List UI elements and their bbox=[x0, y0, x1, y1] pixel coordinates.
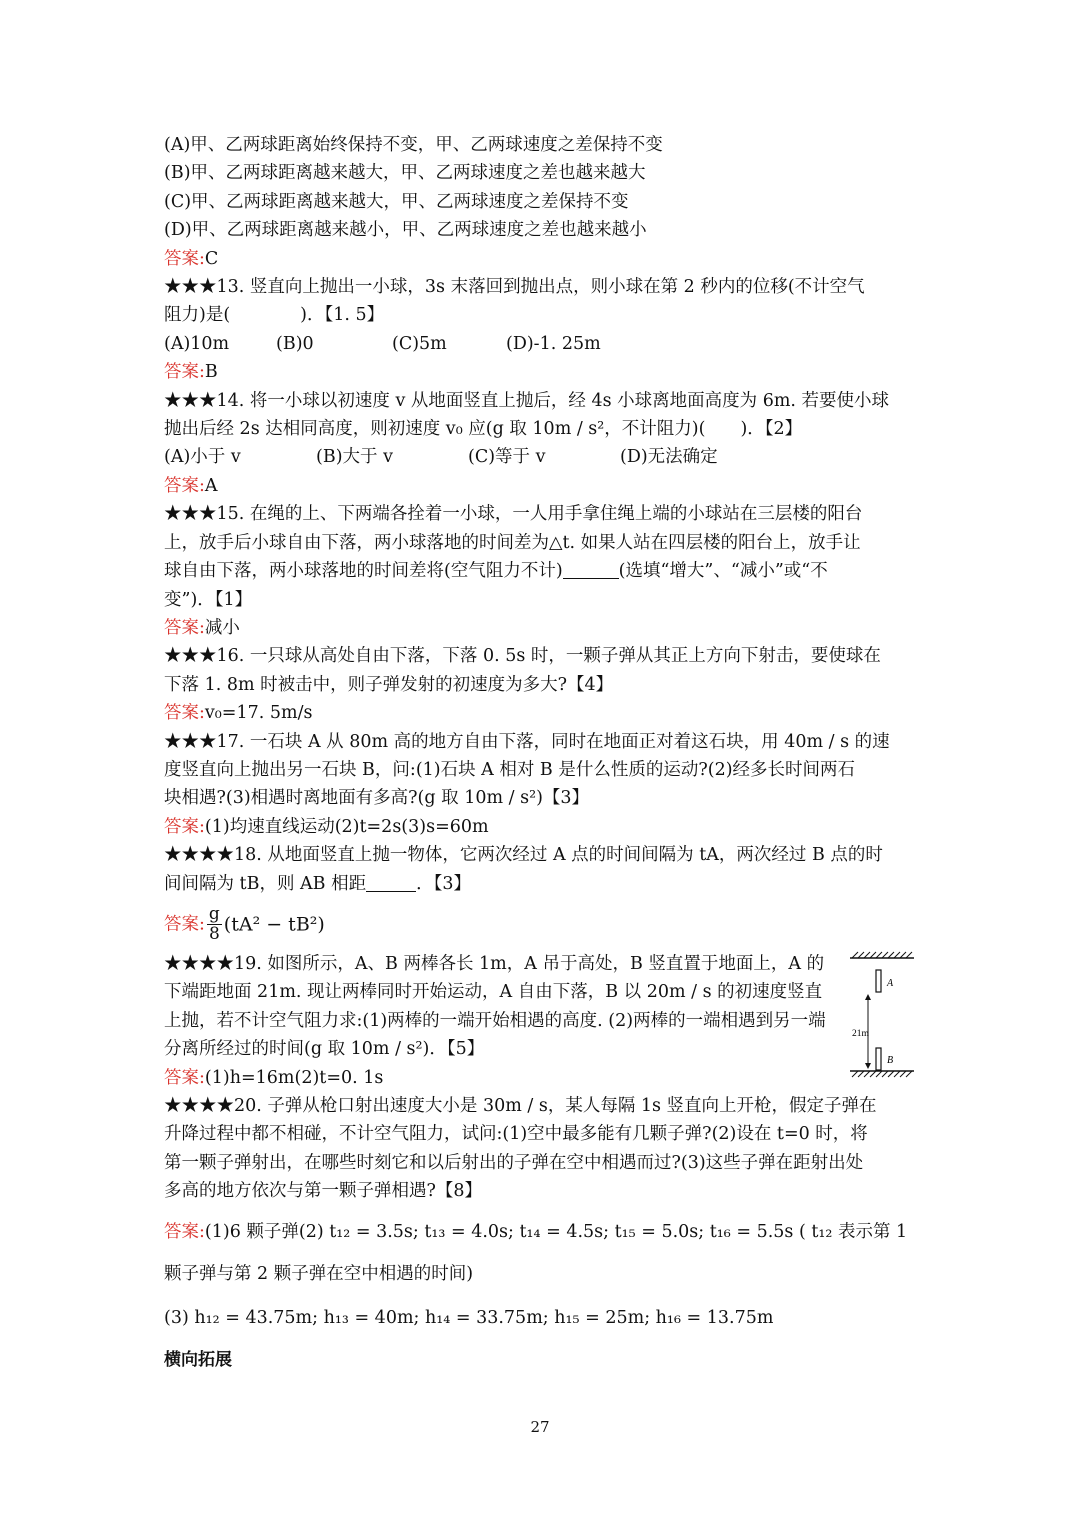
answer-label: 答案: bbox=[164, 1067, 205, 1088]
q19-answer bbox=[164, 1064, 924, 1092]
q12-option-b: (B)甲、乙两球距离越来越大，甲、乙两球速度之差也越来越大 bbox=[164, 163, 646, 184]
q15-text-4: 变”)．【1】 bbox=[164, 589, 253, 610]
formula: (tA² − tB²) bbox=[223, 913, 325, 936]
q13-option-b: (B)0 bbox=[276, 333, 314, 354]
q13-options bbox=[164, 330, 924, 358]
answer-value: 减小 bbox=[204, 617, 240, 638]
q16-text-2: 下落 1. 8m 时被击中，则子弹发射的初速度为多大?【4】 bbox=[164, 674, 614, 695]
q14-option-c: (C)等于 v bbox=[468, 447, 546, 468]
q13-text-1: ★★★13. 竖直向上抛出一小球，3s 末落回到抛出点，则小球在第 2 秒内的位移(不计空气 bbox=[164, 277, 865, 298]
q14-option-a: (A)小于 v bbox=[164, 447, 241, 468]
q19-text: ★★★★19. 如图所示，A、B 两棒各长 1m，A 吊于高处，B 竖直置于地面上，A 的下端距地面 21m. 现让两棒同时开始运动，A 自由下落，B 以 20m / s 的初速度竖直上抛，若不计空气阻力求:(1)两棒的一端开始相遇的高度. (2)两棒的一端相遇到另一端分离所经过的时间(g 取 10m / s²)．【5】 bbox=[164, 953, 826, 1060]
q20-text-1: ★★★★20. 子弹从枪口射出速度大小是 30m / s，某人每隔 1s 竖直向上开枪，假定子弹在 bbox=[164, 1096, 877, 1116]
q14-option-d: (D)无法确定 bbox=[620, 447, 718, 468]
answer-label: 答案: bbox=[164, 1221, 205, 1242]
q15-text-1: ★★★15. 在绳的上、下两端各拴着一小球，一人用手拿住绳上端的小球站在三层楼的阳台 bbox=[164, 504, 863, 525]
q20-answer-2: 颗子弹与第 2 颗子弹在空中相遇的时间) bbox=[164, 1263, 474, 1284]
answer-label: 答案: bbox=[164, 475, 205, 496]
q20-text-2: 升降过程中都不相碰，不计空气阻力，试问:(1)空中最多能有几颗子弹?(2)设在 t=0 时，将 bbox=[164, 1124, 868, 1145]
q18-answer bbox=[164, 898, 924, 950]
arrow-head-down bbox=[865, 1063, 871, 1069]
q15-text-3a: 球自由下落，两小球落地的时间差将(空气阻力不计) bbox=[164, 561, 563, 582]
fraction-denominator: 8 bbox=[208, 923, 220, 944]
q13-text-2: 阻力)是( )．【1. 5】 bbox=[164, 305, 385, 326]
answer-value: (1)均速直线运动(2)t=2s(3)s=60m bbox=[204, 816, 489, 837]
fill-blank bbox=[563, 561, 619, 580]
q17-answer bbox=[164, 813, 924, 841]
document-page bbox=[164, 131, 924, 1374]
q15-text-3b: (选填“增大”、“减小”或“不 bbox=[618, 561, 828, 582]
answer-value: A bbox=[204, 475, 218, 496]
q17-text-2: 度竖直向上抛出另一石块 B，问:(1)石块 A 相对 B 是什么性质的运动?(2)经多长时间两石 bbox=[164, 759, 856, 780]
distance-label: 21m bbox=[852, 1028, 869, 1039]
q15-answer bbox=[164, 614, 924, 642]
answer-label: 答案: bbox=[164, 248, 205, 269]
q12-option-d: (D)甲、乙两球距离越来越小，甲、乙两球速度之差也越来越小 bbox=[164, 220, 647, 241]
fraction-numerator: g bbox=[208, 903, 220, 924]
q17-text-1: ★★★17. 一石块 A 从 80m 高的地方自由下落，同时在地面正对着这石块，用 40m / s 的速 bbox=[164, 731, 890, 752]
q18-text-2a: 间间隔为 tB，则 AB 相距 bbox=[164, 873, 367, 894]
q19-block bbox=[164, 950, 924, 1092]
q20-answer-1 bbox=[164, 1216, 924, 1248]
answer-value: B bbox=[204, 362, 218, 383]
ceiling-hatch bbox=[852, 952, 912, 958]
q12-answer bbox=[164, 245, 924, 273]
answer-label: 答案: bbox=[164, 816, 205, 837]
q20-text-4: 多高的地方依次与第一颗子弹相遇?【8】 bbox=[164, 1181, 483, 1202]
q13-option-c: (C)5m bbox=[392, 333, 447, 354]
q17-text-3: 块相遇?(3)相遇时离地面有多高?(g 取 10m / s²)【3】 bbox=[164, 788, 590, 809]
q13-answer bbox=[164, 358, 924, 386]
q18-text-1: ★★★★18. 从地面竖直上抛一物体，它两次经过 A 点的时间间隔为 tA，两次经过 B 点的时 bbox=[164, 845, 883, 866]
q12-option-c: (C)甲、乙两球距离越来越大，甲、乙两球速度之差保持不变 bbox=[164, 191, 629, 212]
answer-label: 答案: bbox=[164, 617, 205, 638]
answer-value: (1)6 颗子弹(2) t₁₂ = 3.5s; t₁₃ = 4.0s; t₁₄ = 4.5s; t₁₅ = 5.0s; t₁₆ = 5.5s ( t₁₂ 表示第 1 bbox=[204, 1221, 908, 1242]
rod-b-label: B bbox=[887, 1054, 894, 1066]
q14-option-b: (B)大于 v bbox=[316, 447, 393, 468]
q13-option-a: (A)10m bbox=[164, 333, 230, 354]
q16-answer bbox=[164, 699, 924, 727]
q18-text-2b: ．【3】 bbox=[416, 873, 471, 894]
page-number: 27 bbox=[530, 1418, 550, 1436]
rod-b bbox=[876, 1048, 881, 1070]
ground-hatch bbox=[852, 1071, 912, 1077]
q14-text-2: 抛出后经 2s 达相同高度，则初速度 v₀ 应(g 取 10m / s²，不计阻力)( )．【2】 bbox=[164, 419, 803, 440]
answer-label: 答案: bbox=[164, 703, 205, 724]
answer-value: C bbox=[204, 248, 219, 269]
rod-a-label: A bbox=[887, 977, 894, 989]
rod-a bbox=[876, 970, 881, 992]
answer-value: (1)h=16m(2)t=0. 1s bbox=[204, 1067, 384, 1088]
q15-text-3 bbox=[164, 557, 924, 585]
answer-value: v₀=17. 5m/s bbox=[204, 703, 313, 724]
section-title: 横向拓展 bbox=[164, 1349, 232, 1370]
q14-answer bbox=[164, 472, 924, 500]
q20-text-3: 第一颗子弹射出，在哪些时刻它和以后射出的子弹在空中相遇而过?(3)这些子弹在距射出处 bbox=[164, 1152, 864, 1173]
q12-option-a: (A)甲、乙两球距离始终保持不变，甲、乙两球速度之差保持不变 bbox=[164, 135, 663, 155]
q14-options bbox=[164, 443, 924, 471]
fill-blank bbox=[366, 873, 416, 892]
answer-label: 答案: bbox=[164, 362, 205, 383]
q13-option-d: (D)-1. 25m bbox=[506, 333, 601, 354]
q16-text-1: ★★★16. 一只球从高处自由下落，下落 0. 5s 时，一颗子弹从其正上方向下射击，要使球在 bbox=[164, 646, 881, 667]
q18-text-2 bbox=[164, 870, 924, 898]
answer-label: 答案: bbox=[164, 914, 205, 935]
q15-text-2: 上，放手后小球自由下落，两小球落地的时间差为△t. 如果人站在四层楼的阳台上，放手让 bbox=[164, 532, 861, 553]
fraction bbox=[207, 905, 222, 944]
arrow-head-up bbox=[865, 994, 871, 1000]
q20-answer-3: (3) h₁₂ = 43.75m; h₁₃ = 40m; h₁₄ = 33.75m; h₁₅ = 25m; h₁₆ = 13.75m bbox=[164, 1307, 774, 1328]
rods-diagram bbox=[848, 950, 922, 1082]
q14-text-1: ★★★14. 将一小球以初速度 v 从地面竖直上抛后，经 4s 小球离地面高度为 6m. 若要使小球 bbox=[164, 390, 890, 411]
